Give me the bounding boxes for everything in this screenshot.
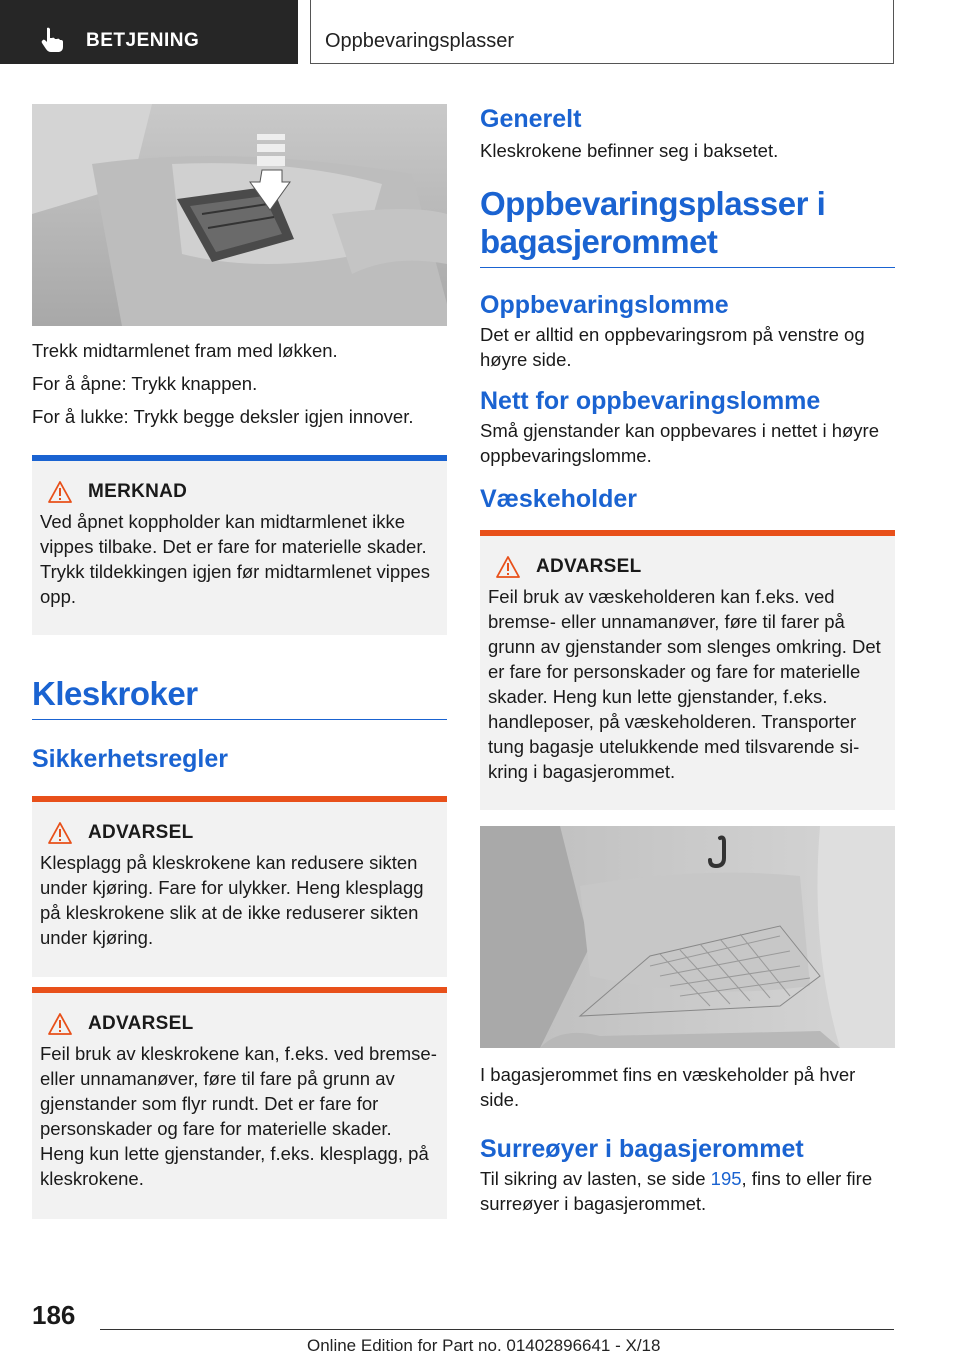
- notice-box: [32, 455, 447, 635]
- heading-vaeskeholder: Væskeholder: [480, 485, 638, 513]
- heading-oppbevaringslomme: Oppbevaringslomme: [480, 291, 729, 319]
- page-header-title: Oppbevaringsplasser: [325, 30, 514, 52]
- text-fragment: , fins to eller fire surreøyer i bagasjerommet.: [480, 1168, 873, 1214]
- luggage-compartment-photo: [480, 826, 895, 1048]
- warning-triangle-icon: [48, 481, 72, 503]
- page-reference-link[interactable]: 195: [710, 1168, 742, 1189]
- section-heading: [480, 185, 895, 268]
- warning-box: [32, 796, 447, 977]
- text-fragment: Til sikring av lasten, se side: [480, 1168, 711, 1189]
- warning-text: Feil bruk av væskeholderen kan f.eks. ved bremse- eller unnamanøver, føre til farer på grunn av gjenstander som slenges omkring. Det er fare for personskader og fare for materielle skader. Heng kun lette gjenstander, f.eks. handleposer, på væskeholderen. Transporter tung bagasje utelukkende med tilsvarende sikring i bagasjerommet.: [488, 586, 881, 782]
- paragraph: Det er alltid en oppbevaringsrom på venstre og høyre side.: [480, 324, 865, 370]
- armrest-photo: [32, 104, 447, 326]
- paragraph: For å åpne: Trykk knappen.: [32, 373, 258, 394]
- warning-text: Feil bruk av kleskrokene kan, f.eks. ved bremse- eller unnamanøver, føre til fare på grunn av gjenstander som flyr rundt. Det er fare for personskader og fare for materielle skader. Heng kun lette gjenstander, f.eks. klesplagg, på kleskrokene.: [40, 1043, 437, 1189]
- page-number: 186: [32, 1300, 76, 1330]
- warning-label: ADVARSEL: [88, 1013, 194, 1034]
- page-header-title-box: [310, 0, 894, 64]
- warning-label: ADVARSEL: [88, 822, 194, 843]
- footer-edition: Online Edition for Part no. 01402896641 - X/18: [307, 1336, 661, 1355]
- paragraph: Små gjenstander kan oppbevares i nettet i høyre oppbevaringslomme.: [480, 420, 880, 466]
- heading-surreoyer: Surreøyer i bagasjerommet: [480, 1135, 804, 1163]
- section-heading: [32, 675, 447, 720]
- paragraph: [480, 1166, 895, 1216]
- section-title: BETJENING: [86, 30, 200, 51]
- heading-sikkerhetsregler: Sikkerhetsregler: [32, 745, 228, 773]
- notice-text: Ved åpnet koppholder kan midtarmlenet ikke vippes tilbake. Det er fare for materielle skader. Trykk tildekkingen igjen før midtarmlenet vippes opp.: [40, 511, 431, 607]
- warning-triangle-icon: [48, 822, 72, 844]
- heading-oppbevaringsplasser: Oppbevaringsplasser i bagasjerommet: [480, 185, 826, 260]
- right-column: [480, 104, 895, 1216]
- warning-box: [32, 987, 447, 1219]
- paragraph: Kleskrokene befinner seg i baksetet.: [480, 140, 779, 161]
- paragraph: I bagasjerommet fins en væskeholder på hver side.: [480, 1064, 856, 1110]
- heading-generelt: Generelt: [480, 105, 582, 133]
- notice-label: MERKNAD: [88, 481, 188, 502]
- paragraph: Trekk midtarmlenet fram med løkken.: [32, 340, 338, 361]
- pointing-hand-icon: [40, 26, 66, 52]
- warning-text: Klesplagg på kleskrokene kan redusere sikten under kjøring. Fare for ulykker. Heng klesplagg på kleskrokene slik at de ikke reduserer sikten under kjøring.: [40, 852, 424, 948]
- warning-triangle-icon: [48, 1013, 72, 1035]
- warning-label: ADVARSEL: [536, 556, 642, 577]
- footer-divider: [100, 1329, 894, 1330]
- heading-nett: Nett for oppbevaringslomme: [480, 387, 821, 415]
- paragraph: For å lukke: Trykk begge deksler igjen innover.: [32, 406, 414, 427]
- warning-box: [480, 530, 895, 810]
- left-column: [32, 104, 447, 1219]
- warning-triangle-icon: [496, 556, 520, 578]
- heading-kleskroker: Kleskroker: [32, 675, 198, 712]
- section-tab: [0, 0, 298, 64]
